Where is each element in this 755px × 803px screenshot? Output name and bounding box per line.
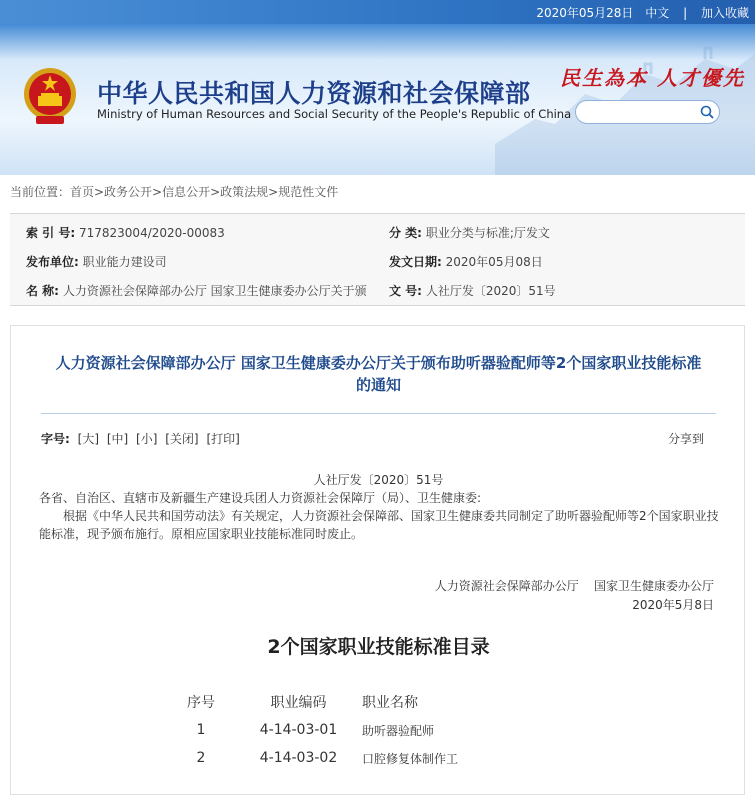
table-cell: 4-14-03-02 (259, 750, 338, 766)
table-cell: 1 (196, 722, 206, 738)
table-row (161, 716, 496, 744)
font-medium-button[interactable]: [中] (106, 432, 129, 446)
table-row (161, 744, 496, 772)
date-label: 发文日期: (389, 255, 442, 269)
font-size-label: 字号: (41, 432, 70, 446)
signature: 人力资源社会保障部办公厅 国家卫生健康委办公厅 (434, 579, 714, 593)
table-cell: 2 (196, 750, 206, 766)
current-date: 2020年05月28日 (536, 6, 634, 20)
signature-date: 2020年5月8日 (632, 598, 714, 612)
article-panel (10, 325, 745, 795)
site-header (0, 0, 755, 175)
title-divider (41, 413, 716, 414)
addressee: 各省、自治区、直辖市及新疆生产建设兵团人力资源社会保障厅（局）、卫生健康委: (39, 491, 482, 505)
language-link[interactable]: 中文 (645, 6, 670, 20)
article-title: 人力资源社会保障部办公厅 国家卫生健康委办公厅关于颁布助听器验配师等2个国家职业技能标准的通知 (55, 354, 702, 394)
ministry-title-english: Ministry of Human Resources and Social Security of the People's Republic of China (97, 107, 572, 121)
standards-list-title: 2个国家职业技能标准目录 (267, 636, 490, 658)
docnum-label: 文 号: (389, 284, 422, 298)
column-header: 职业名称 (362, 695, 418, 711)
category-label: 分 类: (389, 226, 422, 240)
name-label: 名 称: (26, 284, 59, 298)
column-header: 序号 (187, 695, 215, 711)
national-emblem-icon (22, 66, 78, 126)
table-cell: 4-14-03-01 (259, 722, 338, 738)
share-button[interactable]: 分享到 (667, 432, 704, 446)
search-icon[interactable] (700, 105, 714, 119)
ministry-title-chinese: 中华人民共和国人力资源和社会保障部 (97, 79, 531, 108)
breadcrumb[interactable]: 当前位置：首页>政务公开>信息公开>政策法规>规范性文件 (10, 185, 339, 199)
font-small-button[interactable]: [小] (136, 432, 158, 446)
info-row (10, 219, 745, 246)
body-paragraph: 根据《中华人民共和国劳动法》有关规定，人力资源社会保障部、国家卫生健康委共同制定了助听器验配师等2个国家职业技能标准，现予颁布施行。原相应国家职业技能标准同时废止。 (39, 509, 719, 541)
info-row (10, 277, 745, 304)
topbar-separator: | (683, 6, 688, 20)
slogan: 民生為本 人才優先 (560, 66, 745, 90)
table-header-row (161, 688, 496, 716)
top-bar (0, 0, 755, 24)
standards-table (161, 688, 496, 772)
document-number: 人社厅发〔2020〕51号 (313, 473, 444, 487)
table-cell: 助听器验配师 (362, 723, 435, 738)
search-input[interactable] (575, 100, 720, 124)
date-value: 2020年05月08日 (445, 255, 543, 269)
name-value: 人力资源社会保障部办公厅 国家卫生健康委办公厅关于颁 (62, 284, 367, 298)
category-value: 职业分类与标准;厅发文 (425, 226, 550, 240)
print-button[interactable]: [打印] (206, 432, 240, 446)
docnum-value: 人社厅发〔2020〕51号 (425, 284, 556, 298)
font-large-button[interactable]: [大] (77, 432, 100, 446)
column-header: 职业编码 (270, 695, 327, 711)
document-info-table (10, 213, 745, 306)
close-button[interactable]: [关闭] (165, 432, 199, 446)
publisher-value: 职业能力建设司 (82, 255, 167, 269)
publisher-label: 发布单位: (26, 255, 79, 269)
font-size-controls (41, 430, 240, 447)
index-label: 索 引 号: (26, 226, 76, 240)
add-favorite-link[interactable]: 加入收藏 (700, 6, 749, 20)
info-row (10, 248, 745, 275)
table-cell: 口腔修复体制作工 (362, 751, 459, 766)
index-value: 717823004/2020-00083 (78, 226, 225, 240)
